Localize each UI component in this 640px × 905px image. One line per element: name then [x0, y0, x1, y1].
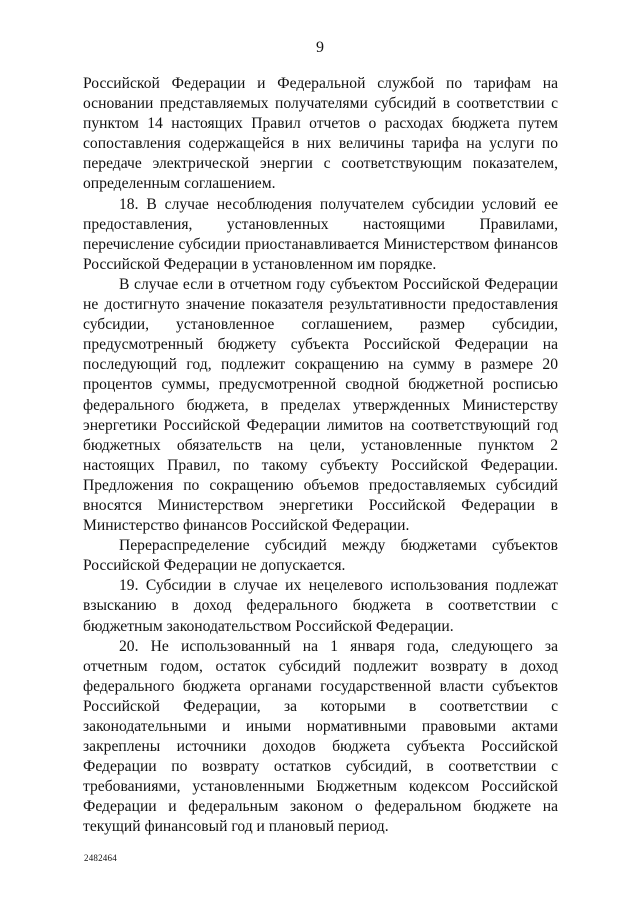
paragraph-continuation: Российской Федерации и Федеральной службой по тарифам на основании представляемых получателями субсидий в соответствии с пунктом 14 настоящих Правил отчетов о расходах бюджета путем сопоставления содержащейся в них величины тарифа на услуги по передаче электрической энергии с соответствующим показателем, определенным соглашением.	[83, 75, 558, 193]
paragraph-item-18: 18. В случае несоблюдения получателем субсидии условий ее предоставления, установленных настоящими Правилами, перечисление субсидии приостанавливается Министерством финансов Российской Федерации в установленном им порядке.	[83, 195, 558, 273]
paragraph-subsidy-reduction: В случае если в отчетном году субъектом Российской Федерации не достигнуто значение показателя результативности предоставления субсидии, установленное соглашением, размер субсидии, предусмотренный бюджету субъекта Российской Федерации на последующий год, подлежит сокращению на сумму в размере 20 процентов суммы, предусмотренной сводной бюджетной росписью федерального бюджета, в пределах утвержденных Министерству энергетики Российской Федерации лимитов на соответствующий год бюджетных обязательств на цели, установленные пунктом 2 настоящих Правил, по такому субъекту Российской Федерации. Предложения по сокращению объемов предоставляемых субсидий вносятся Министерством энергетики Российской Федерации в Министерство финансов Российской Федерации.	[83, 275, 558, 535]
document-body	[83, 74, 558, 838]
document-code: 2482464	[84, 853, 117, 863]
paragraph-redistribution: Перераспределение субсидий между бюджетами субъектов Российской Федерации не допускается.	[83, 537, 558, 575]
paragraph-item-19: 19. Субсидии в случае их нецелевого использования подлежат взысканию в доход федерального бюджета в соответствии с бюджетным законодательством Российской Федерации.	[83, 577, 558, 635]
paragraph-item-20: 20. Не использованный на 1 января года, следующего за отчетным годом, остаток субсидий подлежит возврату в доход федерального бюджета органами государственной власти субъектов Российской Федерации, за которыми в соответствии с законодательными и иными нормативными правовыми актами закреплены источники доходов бюджета субъекта Российской Федерации по возврату остатков субсидий, в соответствии с требованиями, установленными Бюджетным кодексом Российской Федерации и федеральным законом о федеральном бюджете на текущий финансовый год и плановый период.	[83, 637, 558, 836]
page-number: 9	[316, 39, 324, 56]
